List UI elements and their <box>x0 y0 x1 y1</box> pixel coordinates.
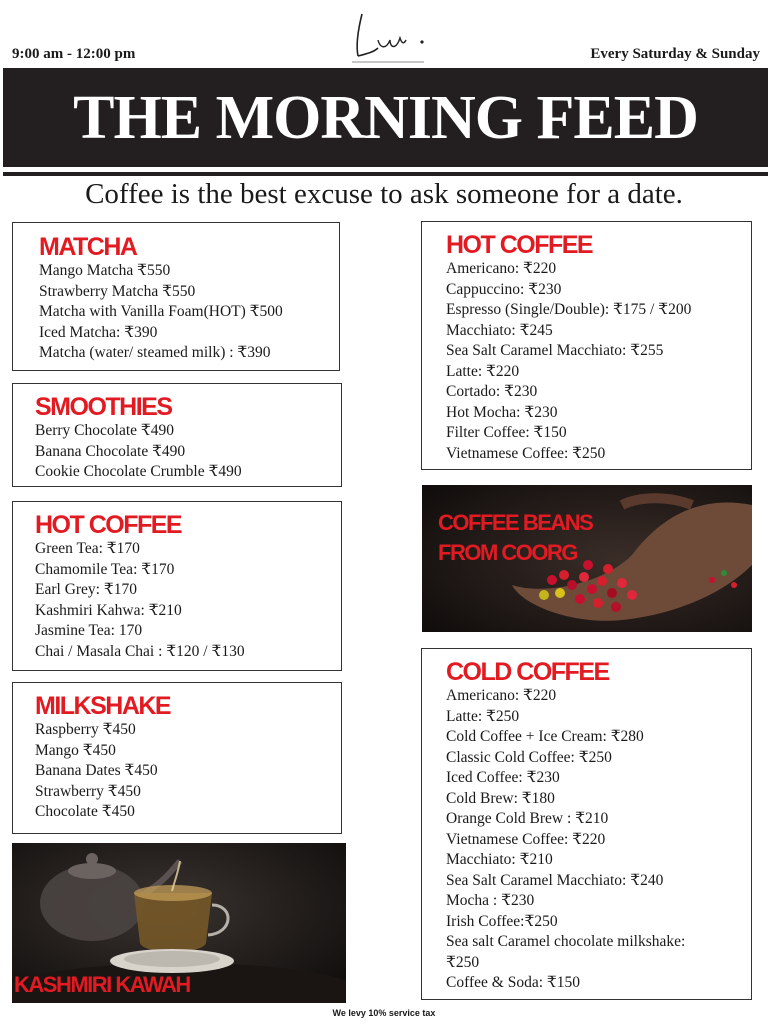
page-title: THE MORNING FEED <box>73 83 698 152</box>
section-title: SMOOTHIES <box>35 393 172 421</box>
menu-item: Sea salt Caramel chocolate milkshake: <box>446 933 686 950</box>
title-banner <box>3 68 768 167</box>
hours-text: 9:00 am - 12:00 pm <box>12 46 136 62</box>
item-list <box>39 261 339 364</box>
menu-item: Cortado: ₹230 <box>446 383 538 400</box>
menu-item: Chocolate ₹450 <box>35 803 135 820</box>
divider <box>3 172 768 176</box>
menu-item: Iced Coffee: ₹230 <box>446 769 560 786</box>
menu-item: Mocha : ₹230 <box>446 892 535 909</box>
menu-item: Vietnamese Coffee: ₹220 <box>446 830 606 848</box>
coffee-beans-photo <box>422 485 752 632</box>
hot-coffee-section <box>421 221 752 470</box>
menu-item: Earl Grey: ₹170 <box>35 581 137 598</box>
menu-item: Cookie Chocolate Crumble ₹490 <box>35 463 242 480</box>
tagline: Coffee is the best excuse to ask someone for a date. <box>85 178 683 210</box>
menu-item: Chamomile Tea: ₹170 <box>35 560 175 578</box>
item-list <box>35 539 341 662</box>
menu-item: ₹250 <box>446 953 480 971</box>
menu-item: Americano: ₹220 <box>446 260 557 277</box>
menu-item: Jasmine Tea: 170 <box>35 622 143 639</box>
menu-item: Cold Coffee + Ice Cream: ₹280 <box>446 728 644 745</box>
menu-item: Iced Matcha: ₹390 <box>39 323 158 341</box>
beans-caption-line2: FROM COORG <box>438 540 577 565</box>
menu-item: Espresso (Single/Double): ₹175 / ₹200 <box>446 301 692 318</box>
menu-item: Sea Salt Caramel Macchiato: ₹255 <box>446 342 664 359</box>
menu-item: Cold Brew: ₹180 <box>446 789 555 807</box>
menu-item: Latte: ₹220 <box>446 362 520 380</box>
menu-item: Mango Matcha ₹550 <box>39 262 171 279</box>
menu-item: Classic Cold Coffee: ₹250 <box>446 748 612 766</box>
menu-item: Cappuccino: ₹230 <box>446 280 562 298</box>
milkshake-section <box>12 682 342 834</box>
menu-item: Sea Salt Caramel Macchiato: ₹240 <box>446 871 664 889</box>
menu-item: Banana Dates ₹450 <box>35 762 158 779</box>
tea-section <box>12 501 342 671</box>
days-text: Every Saturday & Sunday <box>590 46 760 62</box>
kahwa-photo <box>12 843 346 1003</box>
item-list <box>446 259 751 464</box>
menu-item: Orange Cold Brew : ₹210 <box>446 810 609 827</box>
section-title: HOT COFFEE <box>35 511 182 539</box>
menu-item: Latte: ₹250 <box>446 707 520 725</box>
menu-item: Banana Chocolate ₹490 <box>35 442 186 460</box>
beans-caption-line1: COFFEE BEANS <box>438 510 593 535</box>
menu-item: Raspberry ₹450 <box>35 721 136 738</box>
menu-item: Vietnamese Coffee: ₹250 <box>446 444 606 462</box>
menu-item: Matcha (water/ steamed milk) : ₹390 <box>39 344 271 361</box>
item-list <box>446 686 751 994</box>
menu-item: Chai / Masala Chai : ₹120 / ₹130 <box>35 642 245 660</box>
menu-item: Macchiato: ₹210 <box>446 851 553 868</box>
menu-item: Hot Mocha: ₹230 <box>446 403 558 421</box>
item-list <box>35 720 341 823</box>
restaurant-logo <box>348 4 432 68</box>
menu-item: Americano: ₹220 <box>446 687 557 704</box>
matcha-section <box>12 222 340 371</box>
menu-item: Coffee & Soda: ₹150 <box>446 974 580 991</box>
menu-item: Green Tea: ₹170 <box>35 540 140 557</box>
menu-item: Filter Coffee: ₹150 <box>446 424 567 441</box>
section-title: HOT COFFEE <box>446 231 593 259</box>
section-title: COLD COFFEE <box>446 658 609 686</box>
cold-coffee-section <box>421 648 752 1000</box>
smoothies-section <box>12 383 342 487</box>
section-title: MILKSHAKE <box>35 692 171 720</box>
kahwa-caption: KASHMIRI KAWAH <box>14 972 190 997</box>
section-title: MATCHA <box>39 233 137 261</box>
service-tax-note: We levy 10% service tax <box>332 1008 436 1018</box>
menu-item: Irish Coffee:₹250 <box>446 912 558 930</box>
item-list <box>35 421 341 483</box>
menu-item: Kashmiri Kahwa: ₹210 <box>35 601 182 619</box>
menu-item: Mango ₹450 <box>35 741 116 759</box>
menu-item: Strawberry Matcha ₹550 <box>39 282 196 300</box>
menu-item: Macchiato: ₹245 <box>446 321 553 339</box>
menu-item: Berry Chocolate ₹490 <box>35 422 174 439</box>
menu-item: Matcha with Vanilla Foam(HOT) ₹500 <box>39 303 283 320</box>
menu-item: Strawberry ₹450 <box>35 782 141 800</box>
